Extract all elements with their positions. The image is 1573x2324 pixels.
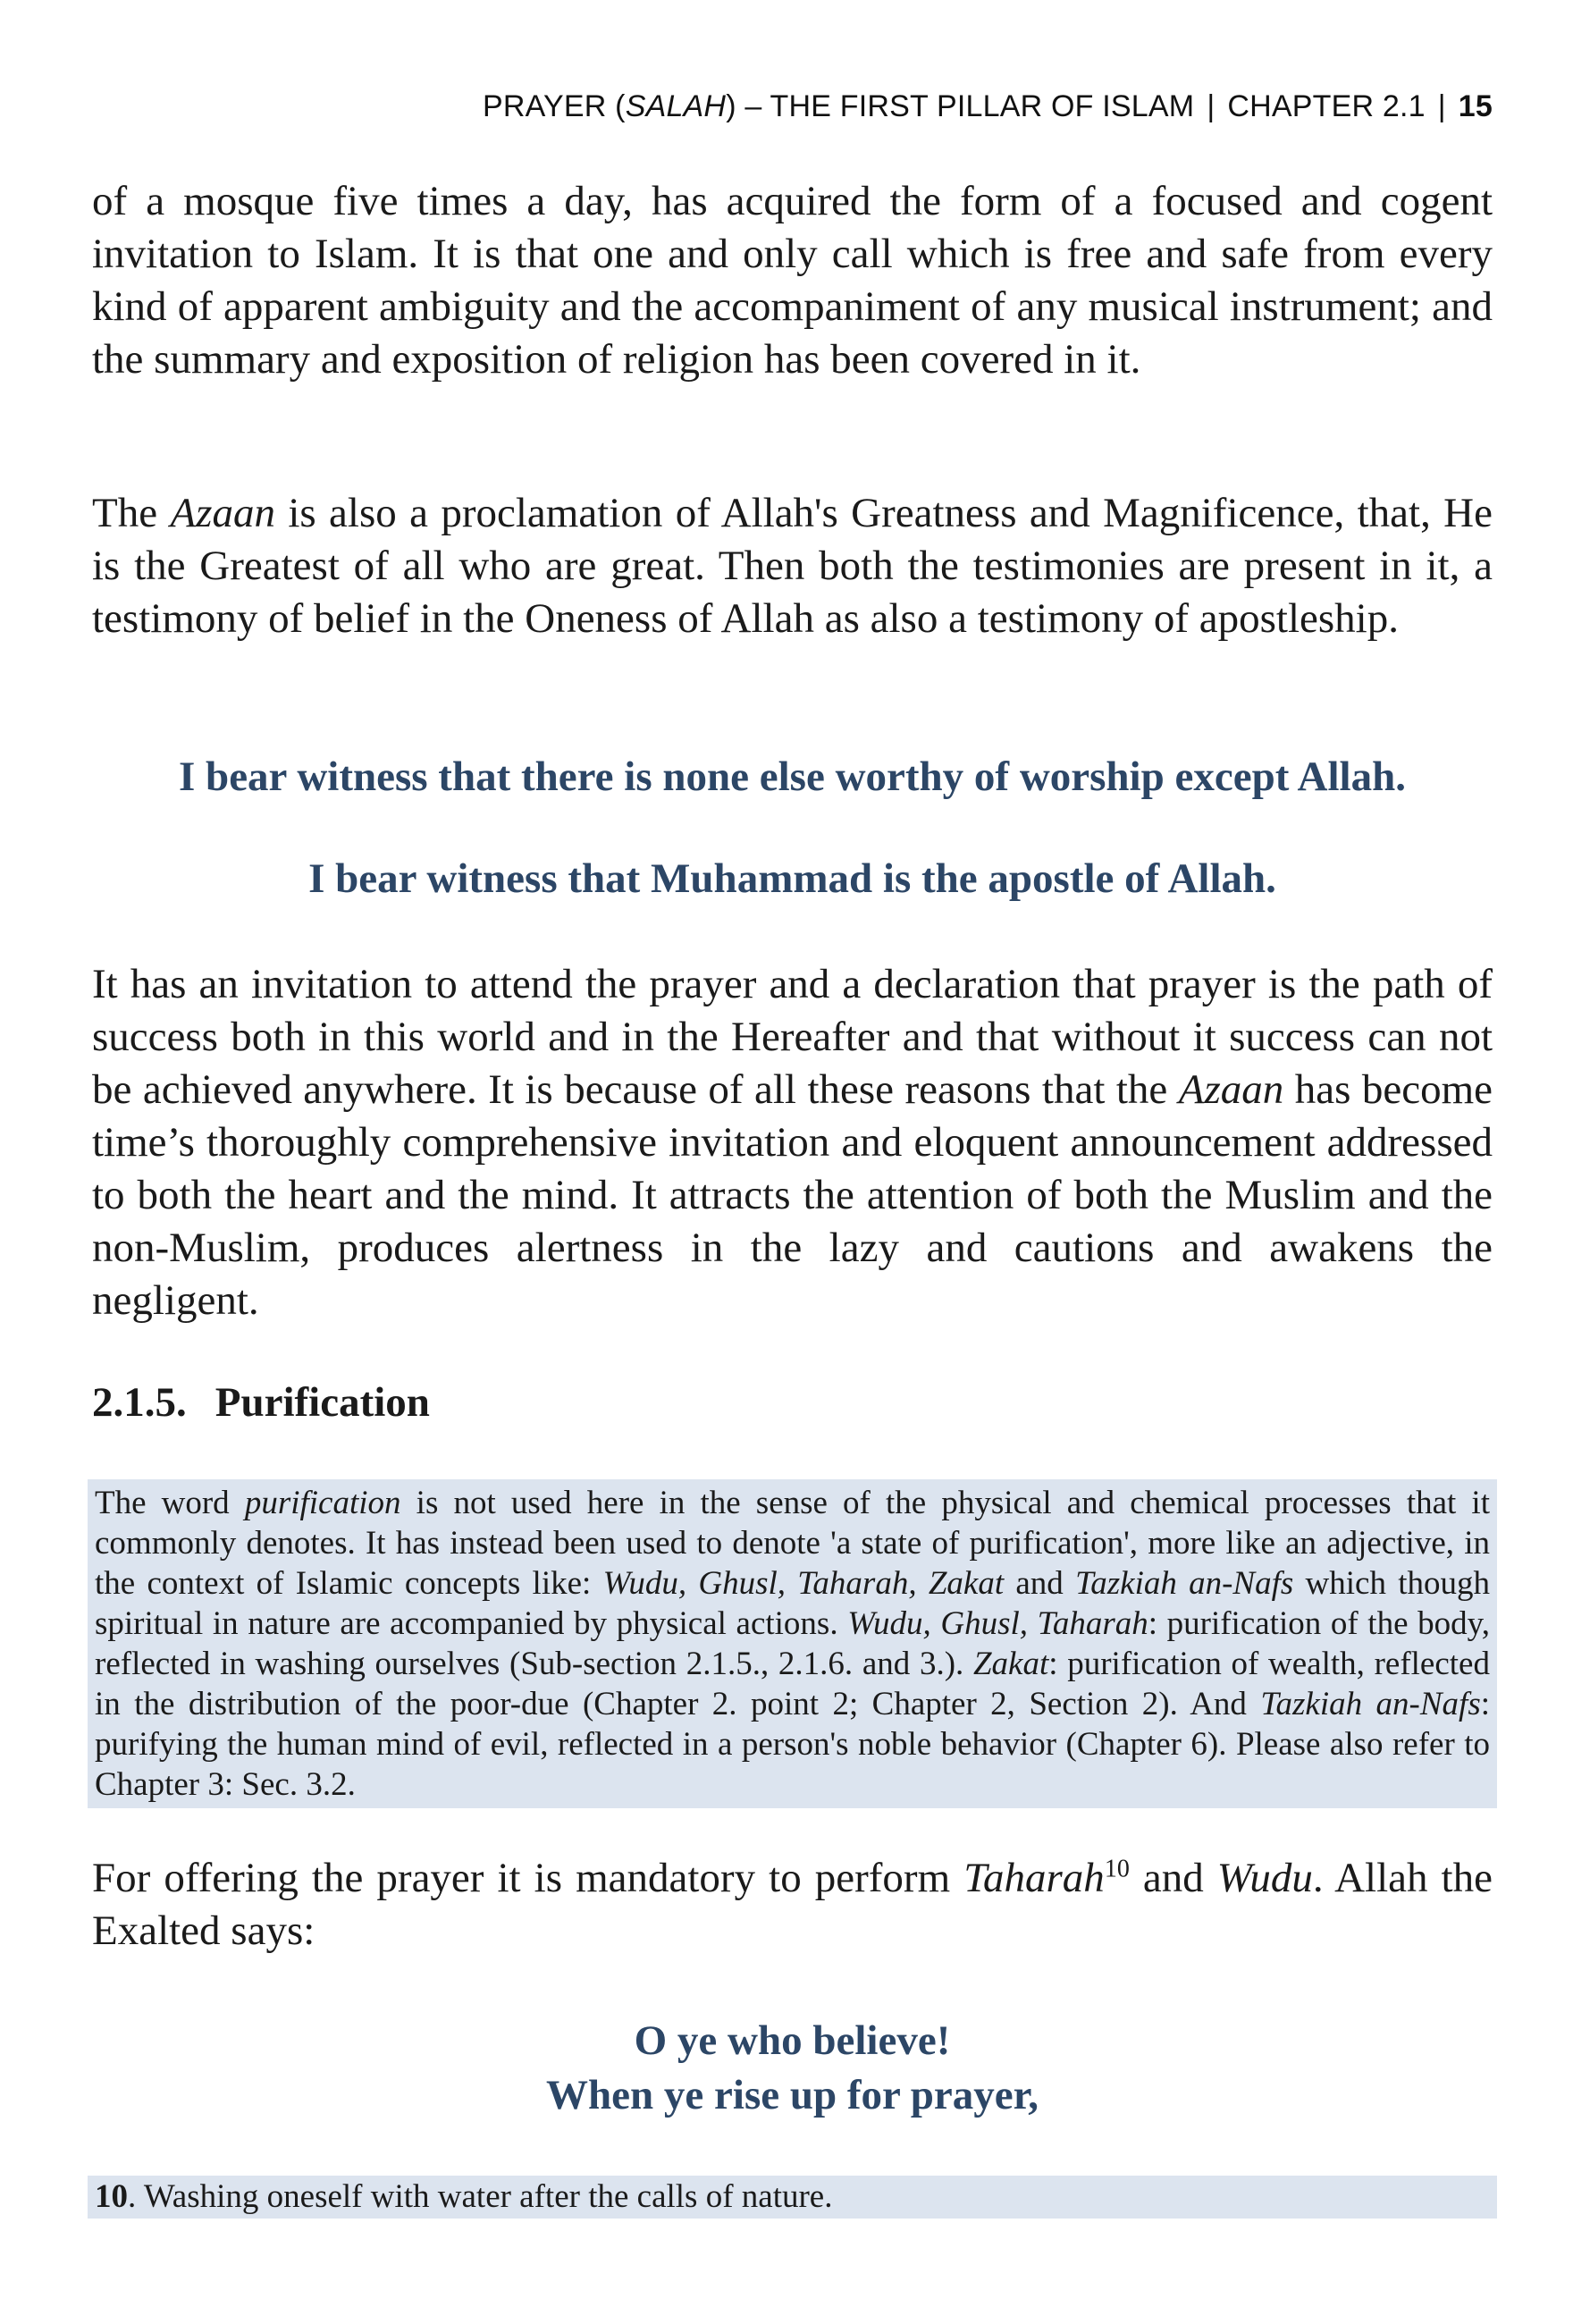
header-title-prefix: PRAYER ( bbox=[483, 89, 626, 123]
purification-note-box bbox=[88, 1479, 1497, 1808]
note-term: purification bbox=[244, 1485, 401, 1521]
header-separator: | bbox=[1207, 89, 1216, 123]
footnote bbox=[88, 2176, 1497, 2219]
paragraph-text: It has an invitation to attend the prayer and a declaration that prayer is the path of success both in this world and in the Hereafter and that without it success can not be achieved anywhere. It is because of all these reasons that the bbox=[92, 961, 1493, 1113]
paragraph-taharah-wudu bbox=[92, 1852, 1493, 1958]
note-term: Tazkiah an-Nafs bbox=[1075, 1565, 1294, 1602]
header-separator: | bbox=[1437, 89, 1446, 123]
note-text: The word bbox=[95, 1485, 245, 1521]
note-term: Wudu, Ghusl, Taharah, Zakat bbox=[602, 1565, 1005, 1602]
paragraph-azaan-proclamation bbox=[92, 487, 1493, 645]
footnote-number: 10 bbox=[95, 2178, 128, 2215]
note-text: is not used here in the sense of the physical and chemical processes that it commonly denotes. It has instead been used to denote 'a state of purification', more like an adjective, in the context of Islamic concepts like: bbox=[95, 1485, 1490, 1602]
note-text: : purifying the human mind of evil, reflected in a person's noble behavior (Chapter 6). Please also refer to Chapter 3: Sec. 3.2. bbox=[95, 1686, 1491, 1803]
note-text: : purification of wealth, reflected in the distribution of the poor-due (Chapter 2. point 2; Chapter 2, Section 2). And bbox=[95, 1646, 1490, 1722]
note-text: : purification of the body, reflected in washing ourselves (Sub-section 2.1.5., 2.1.6. and 3.). bbox=[95, 1605, 1490, 1682]
paragraph-invitation bbox=[92, 958, 1493, 1327]
running-header bbox=[92, 89, 1493, 124]
note-term: Zakat bbox=[972, 1646, 1049, 1682]
note-term: Tazkiah an-Nafs bbox=[1260, 1686, 1481, 1722]
note-text: and bbox=[1004, 1565, 1076, 1602]
quote-verse-line-1: O ye who believe! bbox=[634, 2017, 951, 2064]
header-title-italic: SALAH bbox=[625, 89, 727, 123]
section-heading bbox=[92, 1377, 430, 1429]
section-number: 2.1.5. bbox=[92, 1379, 187, 1426]
paragraph-text: For offering the prayer it is mandatory to perform bbox=[92, 1855, 964, 1901]
section-title: Purification bbox=[214, 1379, 430, 1426]
header-title-suffix: ) – THE FIRST PILLAR OF ISLAM bbox=[726, 89, 1195, 123]
quote-verse-line-2: When ye rise up for prayer, bbox=[546, 2072, 1039, 2118]
azaan-term: Azaan bbox=[170, 490, 275, 536]
paragraph-text: . Allah the Exalted says: bbox=[92, 1855, 1493, 1954]
quote-testimony-apostleship: I bear witness that Muhammad is the apostle of Allah. bbox=[308, 855, 1276, 902]
footnote-reference[interactable]: 10 bbox=[1104, 1855, 1130, 1883]
note-term: Wudu, Ghusl, Taharah bbox=[847, 1605, 1148, 1642]
quote-testimony-oneness: I bear witness that there is none else worthy of worship except Allah. bbox=[179, 754, 1406, 800]
note-text: which though spiritual in nature are accompanied by physical actions. bbox=[95, 1565, 1490, 1642]
paragraph-text: of a mosque five times a day, has acquired the form of a focused and cogent invitation to Islam. It is that one and only call which is free and safe from every kind of apparent ambiguity and the accompaniment of any musical instrument; and the summary and exposition of religion has been covered in it. bbox=[92, 178, 1493, 383]
footnote-text: . Washing oneself with water after the calls of nature. bbox=[128, 2178, 833, 2215]
paragraph-text: and bbox=[1129, 1855, 1217, 1901]
paragraph-text: The bbox=[92, 490, 171, 536]
header-chapter: CHAPTER 2.1 bbox=[1227, 89, 1426, 123]
wudu-term: Wudu bbox=[1216, 1855, 1313, 1901]
page-number: 15 bbox=[1458, 89, 1493, 123]
paragraph-text: is also a proclamation of Allah's Greatness and Magnificence, that, He is the Greatest of all who are great. Then both the testimonies are present in it, a testimony of belief in the Oneness of Allah as also a testimony of apostleship. bbox=[92, 490, 1493, 642]
taharah-term: Taharah bbox=[963, 1855, 1105, 1901]
azaan-term: Azaan bbox=[1178, 1066, 1284, 1113]
paragraph-mosque-call bbox=[92, 175, 1493, 386]
paragraph-text: has become time’s thoroughly comprehensive invitation and eloquent announcement addressed to both the heart and the mind. It attracts the attention of both the Muslim and the non-Muslim, produces alertness in the lazy and cautions and awakens the negligent. bbox=[92, 1066, 1493, 1324]
